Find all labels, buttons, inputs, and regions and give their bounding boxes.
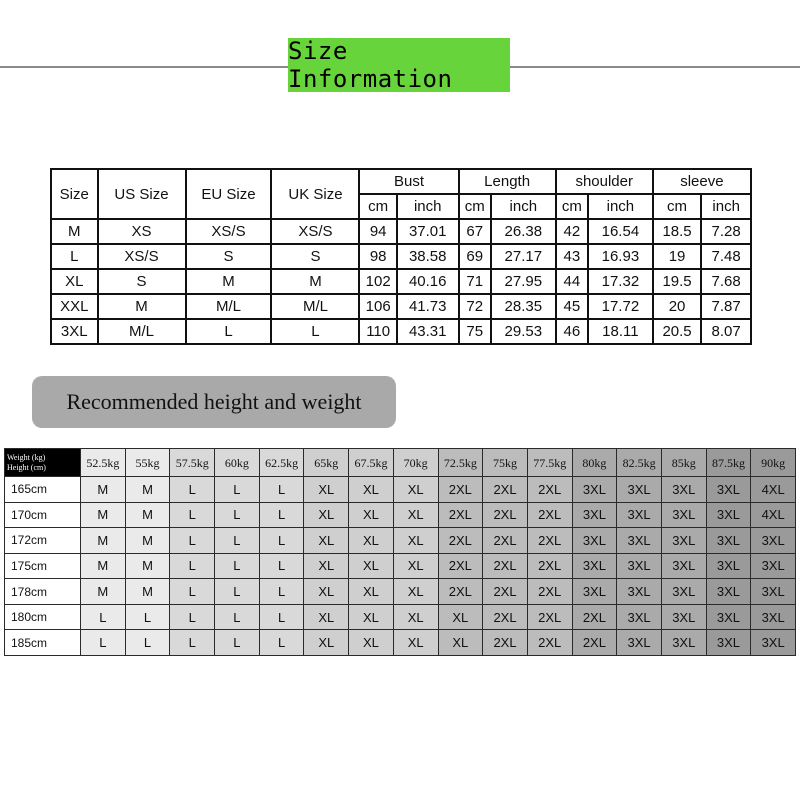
size-cell: 42	[556, 219, 588, 244]
size-recommendation-cell: XL	[304, 630, 349, 656]
size-recommendation-cell: L	[125, 604, 170, 630]
banner-title: Size Information	[288, 37, 453, 93]
size-cell: S	[186, 244, 272, 269]
size-recommendation-cell: 3XL	[617, 502, 662, 528]
size-recommendation-cell: 3XL	[661, 553, 706, 579]
size-cell: 17.32	[588, 269, 653, 294]
size-recommendation-cell: M	[81, 502, 126, 528]
size-recommendation-cell: XL	[349, 553, 394, 579]
size-information-banner	[288, 38, 510, 92]
size-recommendation-cell: 3XL	[751, 553, 796, 579]
size-cell: 7.28	[701, 219, 751, 244]
size-cell: 110	[359, 319, 396, 344]
size-cell: XS/S	[186, 219, 272, 244]
size-cell: 46	[556, 319, 588, 344]
size-cell: L	[186, 319, 272, 344]
weight-header: 77.5kg	[527, 449, 572, 477]
size-cell: 3XL	[51, 319, 98, 344]
size-cell: 43	[556, 244, 588, 269]
size-recommendation-cell: 2XL	[527, 502, 572, 528]
weight-header: 52.5kg	[81, 449, 126, 477]
header-shoulder: shoulder	[556, 169, 653, 194]
size-recommendation-cell: 3XL	[751, 528, 796, 554]
size-recommendation-cell: XL	[304, 528, 349, 554]
size-cell: 40.16	[397, 269, 459, 294]
size-recommendation-cell: 2XL	[483, 604, 528, 630]
size-recommendation-cell: L	[215, 579, 260, 605]
size-recommendation-cell: 2XL	[483, 528, 528, 554]
size-recommendation-cell: M	[125, 477, 170, 503]
size-cell: 43.31	[397, 319, 459, 344]
corner-height-label: Height (cm)	[7, 462, 46, 472]
weight-header: 62.5kg	[259, 449, 304, 477]
size-cell: 18.11	[588, 319, 653, 344]
size-recommendation-cell: XL	[393, 477, 438, 503]
size-recommendation-cell: 3XL	[706, 477, 751, 503]
size-recommendation-cell: L	[215, 630, 260, 656]
unit-cm: cm	[653, 194, 702, 219]
weight-header: 65kg	[304, 449, 349, 477]
size-recommendation-cell: 3XL	[617, 579, 662, 605]
unit-inch: inch	[397, 194, 459, 219]
weight-header: 82.5kg	[617, 449, 662, 477]
height-row	[5, 604, 796, 630]
size-recommendation-cell: 3XL	[661, 502, 706, 528]
size-recommendation-cell: XL	[349, 477, 394, 503]
height-row	[5, 477, 796, 503]
weight-header: 72.5kg	[438, 449, 483, 477]
size-cell: M/L	[271, 294, 359, 319]
recommended-title: Recommended height and weight	[66, 389, 362, 414]
size-recommendation-cell: XL	[304, 579, 349, 605]
height-row	[5, 579, 796, 605]
weight-header: 75kg	[483, 449, 528, 477]
size-recommendation-cell: XL	[349, 528, 394, 554]
size-recommendation-cell: L	[170, 502, 215, 528]
header-bust: Bust	[359, 169, 458, 194]
header-eu-size: EU Size	[186, 169, 272, 219]
size-cell: S	[271, 244, 359, 269]
weight-header: 60kg	[215, 449, 260, 477]
size-recommendation-cell: L	[81, 630, 126, 656]
header-uk-size: UK Size	[271, 169, 359, 219]
size-recommendation-cell: 2XL	[527, 553, 572, 579]
size-recommendation-cell: L	[259, 502, 304, 528]
corner-cell	[5, 449, 81, 477]
size-cell: 8.07	[701, 319, 751, 344]
unit-inch: inch	[491, 194, 556, 219]
size-cell: XXL	[51, 294, 98, 319]
unit-inch: inch	[701, 194, 751, 219]
size-recommendation-cell: 3XL	[706, 630, 751, 656]
size-cell: 16.93	[588, 244, 653, 269]
size-recommendation-cell: XL	[393, 630, 438, 656]
size-recommendation-cell: L	[125, 630, 170, 656]
size-recommendation-cell: 4XL	[751, 502, 796, 528]
size-recommendation-cell: 3XL	[617, 630, 662, 656]
size-recommendation-cell: 2XL	[483, 502, 528, 528]
size-cell: XS/S	[271, 219, 359, 244]
size-cell: 20	[653, 294, 702, 319]
size-cell: 71	[459, 269, 491, 294]
size-recommendation-cell: 2XL	[438, 477, 483, 503]
height-label: 172cm	[5, 528, 81, 554]
size-recommendation-cell: XL	[349, 630, 394, 656]
size-recommendation-cell: 3XL	[706, 502, 751, 528]
size-cell: 75	[459, 319, 491, 344]
size-recommendation-cell: L	[215, 553, 260, 579]
size-cell: M	[271, 269, 359, 294]
size-recommendation-cell: M	[125, 502, 170, 528]
size-recommendation-cell: M	[125, 528, 170, 554]
weight-header: 80kg	[572, 449, 617, 477]
size-recommendation-cell: 3XL	[617, 604, 662, 630]
size-recommendation-cell: XL	[304, 477, 349, 503]
corner-weight-label: Weight (kg)	[7, 452, 46, 462]
weight-header: 70kg	[393, 449, 438, 477]
height-weight-table	[4, 448, 796, 656]
size-cell: 94	[359, 219, 396, 244]
size-recommendation-cell: 3XL	[661, 528, 706, 554]
size-cell: 18.5	[653, 219, 702, 244]
height-label: 165cm	[5, 477, 81, 503]
size-recommendation-cell: 2XL	[483, 630, 528, 656]
size-recommendation-cell: L	[170, 528, 215, 554]
weight-header: 55kg	[125, 449, 170, 477]
size-recommendation-cell: 3XL	[661, 630, 706, 656]
size-recommendation-cell: L	[259, 604, 304, 630]
size-recommendation-cell: 2XL	[438, 528, 483, 554]
size-recommendation-cell: 2XL	[527, 528, 572, 554]
size-cell: 102	[359, 269, 396, 294]
size-recommendation-cell: 4XL	[751, 477, 796, 503]
size-recommendation-cell: 3XL	[706, 553, 751, 579]
size-recommendation-cell: 3XL	[617, 477, 662, 503]
size-recommendation-cell: 2XL	[438, 502, 483, 528]
header-sleeve: sleeve	[653, 169, 751, 194]
size-header-row	[51, 169, 751, 194]
size-recommendation-cell: L	[215, 604, 260, 630]
size-recommendation-cell: XL	[438, 630, 483, 656]
size-cell: 27.17	[491, 244, 556, 269]
size-cell: 38.58	[397, 244, 459, 269]
size-recommendation-cell: XL	[438, 604, 483, 630]
size-recommendation-cell: 3XL	[572, 528, 617, 554]
size-cell: 28.35	[491, 294, 556, 319]
recommended-height-weight-label	[32, 376, 396, 428]
size-recommendation-cell: XL	[304, 604, 349, 630]
size-row	[51, 294, 751, 319]
size-row	[51, 269, 751, 294]
weight-header-row	[5, 449, 796, 477]
size-recommendation-cell: L	[170, 477, 215, 503]
size-recommendation-cell: L	[215, 502, 260, 528]
size-recommendation-cell: 2XL	[527, 604, 572, 630]
size-recommendation-cell: 3XL	[572, 579, 617, 605]
size-recommendation-cell: 2XL	[572, 630, 617, 656]
size-cell: 7.68	[701, 269, 751, 294]
size-cell: 19	[653, 244, 702, 269]
size-cell: 67	[459, 219, 491, 244]
size-recommendation-cell: 2XL	[483, 553, 528, 579]
weight-header: 57.5kg	[170, 449, 215, 477]
size-cell: XS	[98, 219, 186, 244]
header-size: Size	[51, 169, 98, 219]
height-label: 175cm	[5, 553, 81, 579]
size-cell: 29.53	[491, 319, 556, 344]
size-cell: XL	[51, 269, 98, 294]
size-recommendation-cell: L	[259, 477, 304, 503]
size-recommendation-cell: L	[259, 553, 304, 579]
size-recommendation-cell: L	[81, 604, 126, 630]
size-row	[51, 219, 751, 244]
size-recommendation-cell: L	[215, 477, 260, 503]
size-recommendation-cell: 2XL	[483, 477, 528, 503]
size-recommendation-cell: 2XL	[438, 553, 483, 579]
size-recommendation-cell: 2XL	[438, 579, 483, 605]
height-label: 180cm	[5, 604, 81, 630]
size-recommendation-cell: XL	[304, 502, 349, 528]
size-recommendation-cell: XL	[349, 502, 394, 528]
size-recommendation-cell: M	[125, 579, 170, 605]
size-recommendation-cell: 3XL	[617, 528, 662, 554]
size-cell: 20.5	[653, 319, 702, 344]
size-recommendation-cell: XL	[393, 528, 438, 554]
height-row	[5, 502, 796, 528]
size-cell: M/L	[98, 319, 186, 344]
size-recommendation-cell: M	[81, 553, 126, 579]
size-cell: 27.95	[491, 269, 556, 294]
size-recommendation-cell: 3XL	[706, 579, 751, 605]
unit-cm: cm	[459, 194, 491, 219]
size-recommendation-cell: L	[170, 604, 215, 630]
size-recommendation-cell: 3XL	[572, 502, 617, 528]
size-recommendation-cell: L	[170, 630, 215, 656]
size-cell: 69	[459, 244, 491, 269]
size-recommendation-cell: M	[125, 553, 170, 579]
unit-cm: cm	[359, 194, 396, 219]
size-cell: 19.5	[653, 269, 702, 294]
size-recommendation-cell: XL	[349, 604, 394, 630]
size-cell: 26.38	[491, 219, 556, 244]
height-row	[5, 553, 796, 579]
size-recommendation-cell: 3XL	[751, 604, 796, 630]
size-recommendation-cell: XL	[393, 553, 438, 579]
size-recommendation-cell: 2XL	[527, 630, 572, 656]
weight-header: 85kg	[661, 449, 706, 477]
size-recommendation-cell: 3XL	[572, 477, 617, 503]
size-recommendation-cell: XL	[304, 553, 349, 579]
weight-header: 90kg	[751, 449, 796, 477]
unit-inch: inch	[588, 194, 653, 219]
size-recommendation-cell: M	[81, 579, 126, 605]
size-cell: S	[98, 269, 186, 294]
unit-cm: cm	[556, 194, 588, 219]
size-recommendation-cell: L	[259, 579, 304, 605]
size-cell: L	[271, 319, 359, 344]
header-us-size: US Size	[98, 169, 186, 219]
size-recommendation-cell: 2XL	[572, 604, 617, 630]
size-cell: 7.87	[701, 294, 751, 319]
size-recommendation-cell: 3XL	[572, 553, 617, 579]
size-cell: M	[186, 269, 272, 294]
size-recommendation-cell: 3XL	[751, 579, 796, 605]
weight-header: 67.5kg	[349, 449, 394, 477]
size-cell: 72	[459, 294, 491, 319]
size-cell: XS/S	[98, 244, 186, 269]
size-cell: M/L	[186, 294, 272, 319]
size-cell: 37.01	[397, 219, 459, 244]
size-recommendation-cell: L	[259, 528, 304, 554]
size-cell: 98	[359, 244, 396, 269]
height-label: 185cm	[5, 630, 81, 656]
size-cell: L	[51, 244, 98, 269]
header-length: Length	[459, 169, 556, 194]
size-recommendation-cell: L	[259, 630, 304, 656]
height-label: 178cm	[5, 579, 81, 605]
height-row	[5, 630, 796, 656]
size-chart-table	[50, 168, 752, 345]
size-cell: 41.73	[397, 294, 459, 319]
size-recommendation-cell: XL	[393, 579, 438, 605]
size-recommendation-cell: L	[170, 579, 215, 605]
size-cell: M	[51, 219, 98, 244]
size-recommendation-cell: 3XL	[706, 528, 751, 554]
weight-header: 87.5kg	[706, 449, 751, 477]
size-cell: 44	[556, 269, 588, 294]
size-row	[51, 244, 751, 269]
size-recommendation-cell: 3XL	[661, 604, 706, 630]
size-cell: 45	[556, 294, 588, 319]
size-recommendation-cell: L	[170, 553, 215, 579]
size-recommendation-cell: 3XL	[661, 579, 706, 605]
size-recommendation-cell: XL	[393, 604, 438, 630]
size-cell: 17.72	[588, 294, 653, 319]
size-recommendation-cell: M	[81, 528, 126, 554]
size-recommendation-cell: 2XL	[527, 579, 572, 605]
size-recommendation-cell: 3XL	[751, 630, 796, 656]
size-recommendation-cell: M	[81, 477, 126, 503]
height-row	[5, 528, 796, 554]
size-recommendation-cell: XL	[393, 502, 438, 528]
size-cell: 7.48	[701, 244, 751, 269]
size-recommendation-cell: 2XL	[483, 579, 528, 605]
size-recommendation-cell: 2XL	[527, 477, 572, 503]
size-cell: M	[98, 294, 186, 319]
size-recommendation-cell: 3XL	[617, 553, 662, 579]
size-recommendation-cell: L	[215, 528, 260, 554]
size-cell: 106	[359, 294, 396, 319]
height-label: 170cm	[5, 502, 81, 528]
size-recommendation-cell: 3XL	[661, 477, 706, 503]
size-recommendation-cell: XL	[349, 579, 394, 605]
size-cell: 16.54	[588, 219, 653, 244]
size-recommendation-cell: 3XL	[706, 604, 751, 630]
size-row	[51, 319, 751, 344]
